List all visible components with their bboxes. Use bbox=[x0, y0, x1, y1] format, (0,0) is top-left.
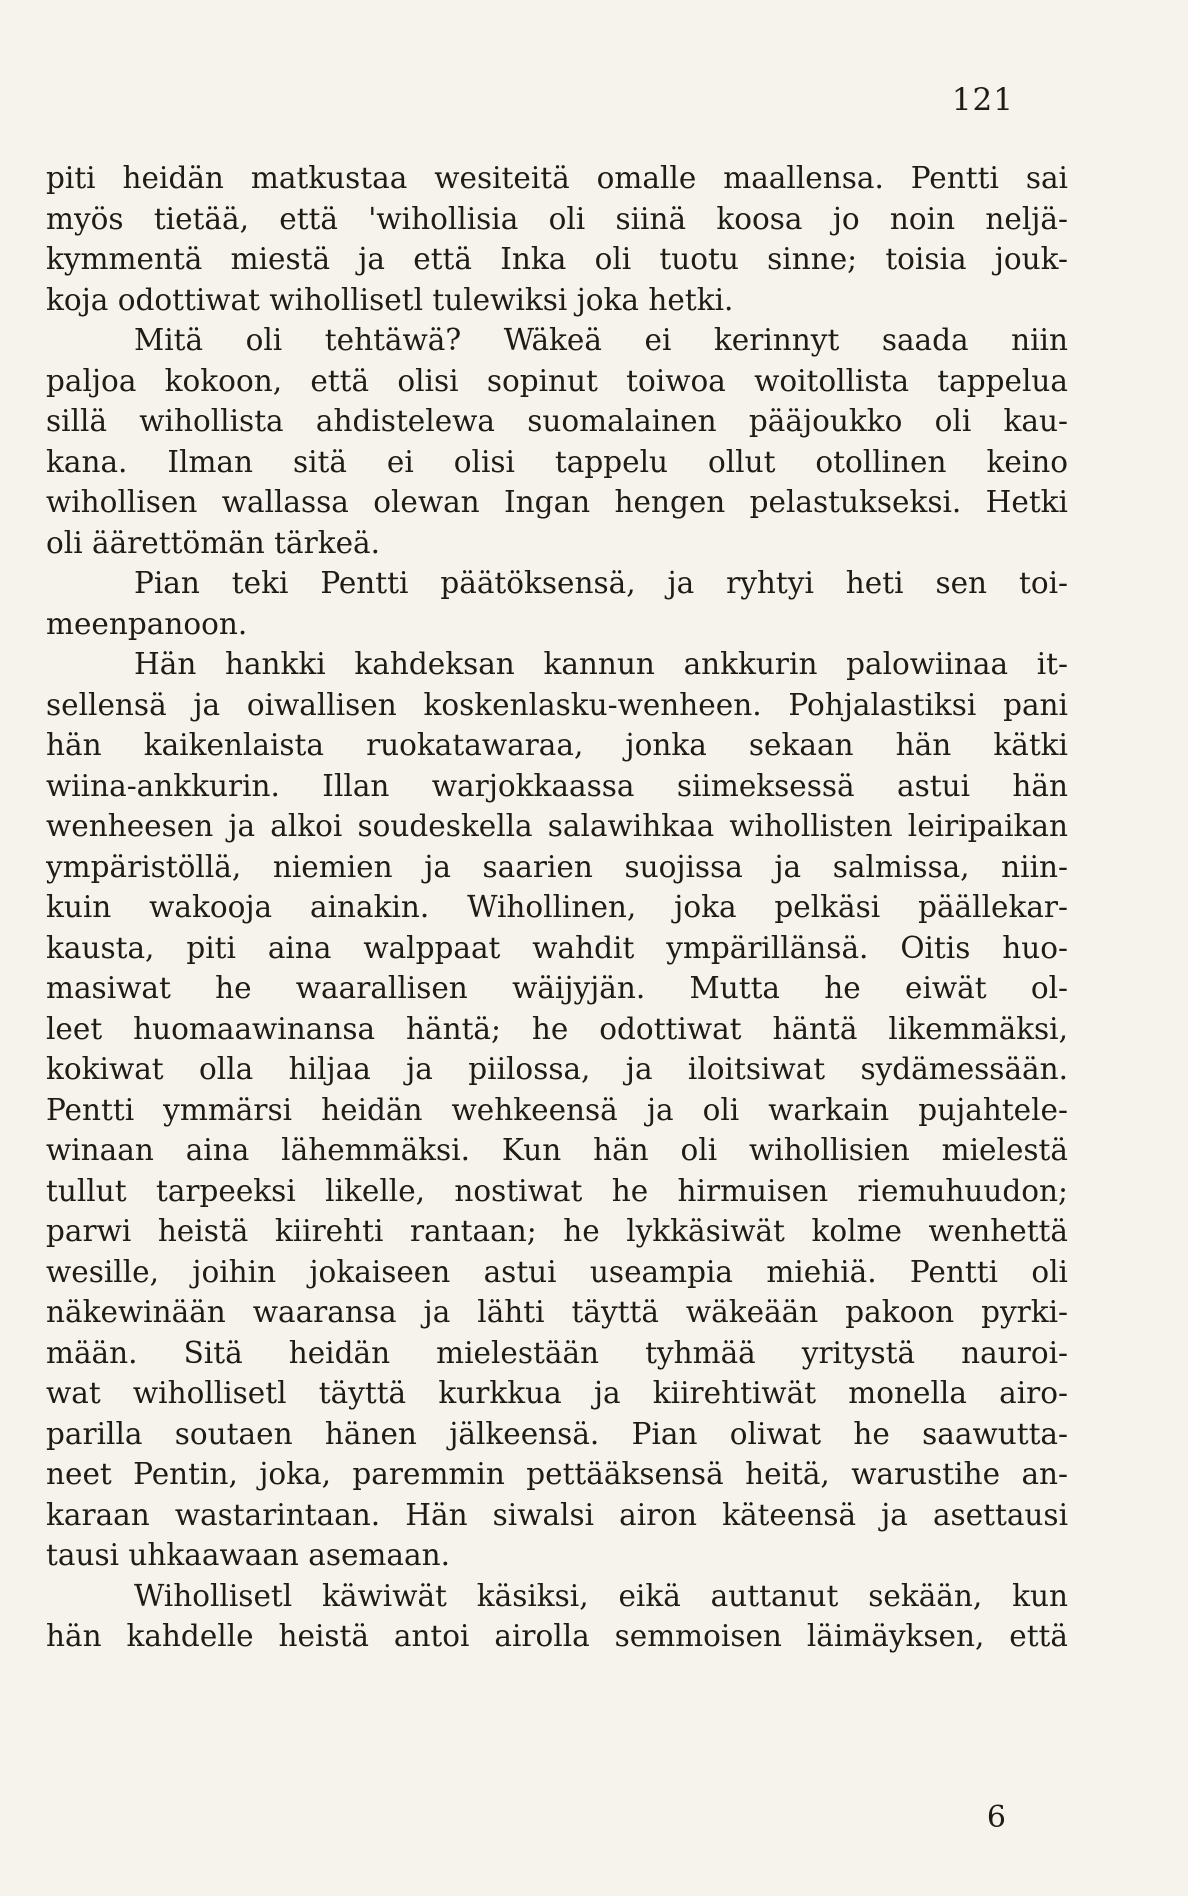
text-line: wiina-ankkurin. Illan warjokkaassa siimeksessä astui hän bbox=[46, 768, 1068, 803]
text-line: meenpanoon. bbox=[46, 606, 248, 641]
text-line: ympäristöllä, niemien ja saarien suojissa ja salmissa, niin- bbox=[46, 849, 1068, 884]
text-line: sellensä ja oiwallisen koskenlasku-wenheen. Pohjalastiksi pani bbox=[46, 687, 1068, 722]
text-line: Mitä oli tehtäwä? Wäkeä ei kerinnyt saada niin bbox=[134, 323, 1068, 357]
text-line: kausta, piti aina walppaat wahdit ympärillänsä. Oitis huo- bbox=[46, 930, 1068, 965]
text-line: masiwat he waarallisen wäijyjän. Mutta he eiwät ol- bbox=[46, 971, 1068, 1005]
text-line: kokiwat olla hiljaa ja piilossa, ja iloitsiwat sydämessään. bbox=[46, 1052, 1068, 1086]
text-line: wat wihollisetl täyttä kurkkua ja kiirehtiwät monella airo- bbox=[46, 1376, 1068, 1410]
text-line: kymmentä miestä ja että Inka oli tuotu sinne; toisia jouk- bbox=[46, 242, 1068, 276]
text-line: näkewinään waaransa ja lähti täyttä wäkeään pakoon pyrki- bbox=[46, 1295, 1068, 1329]
text-line: tausi uhkaawaan asemaan. bbox=[46, 1538, 450, 1572]
text-line: sillä wihollista ahdistelewa suomalainen pääjoukko oli kau- bbox=[46, 404, 1068, 438]
text-line: oli äärettömän tärkeä. bbox=[46, 525, 380, 560]
text-line: paljoa kokoon, että olisi sopinut toiwoa woitollista tappelua bbox=[46, 363, 1068, 398]
text-line: piti heidän matkustaa wesiteitä omalle maallensa. Pentti sai bbox=[46, 161, 1068, 195]
text-line: wesille, joihin jokaiseen astui useampia miehiä. Pentti oli bbox=[46, 1254, 1068, 1289]
text-line: wenheesen ja alkoi soudeskella salawihkaa wihollisten leiripaikan bbox=[46, 809, 1068, 843]
text-line: Wihollisetl käwiwät käsiksi, eikä auttanut sekään, kun bbox=[134, 1578, 1068, 1613]
text-line: wihollisen wallassa olewan Ingan hengen pelastukseksi. Hetki bbox=[46, 485, 1068, 519]
text-line: karaan wastarintaan. Hän siwalsi airon käteensä ja asettausi bbox=[46, 1497, 1068, 1532]
text-line: parwi heistä kiirehti rantaan; he lykkäsiwät kolme wenhettä bbox=[46, 1214, 1068, 1248]
text-line: tullut tarpeeksi likelle, nostiwat he hirmuisen riemuhuudon; bbox=[46, 1173, 1068, 1208]
page-number: 121 bbox=[951, 82, 1014, 118]
text-line: winaan aina lähemmäksi. Kun hän oli wihollisien mielestä bbox=[46, 1133, 1068, 1167]
text-line: parilla soutaen hänen jälkeensä. Pian oliwat he saawutta- bbox=[46, 1416, 1068, 1451]
text-line: neet Pentin, joka, paremmin pettääksensä heitä, warustihe an- bbox=[46, 1457, 1068, 1491]
signature-mark: 6 bbox=[986, 1800, 1006, 1835]
text-line: kana. Ilman sitä ei olisi tappelu ollut otollinen keino bbox=[46, 444, 1068, 479]
text-line: myös tietää, että 'wihollisia oli siinä koosa jo noin neljä- bbox=[46, 201, 1068, 236]
text-line: leet huomaawinansa häntä; he odottiwat häntä likemmäksi, bbox=[46, 1011, 1068, 1046]
body-text bbox=[46, 158, 1068, 1657]
text-line: kuin wakooja ainakin. Wihollinen, joka pelkäsi päällekar- bbox=[46, 890, 1068, 924]
text-line: hän kaikenlaista ruokatawaraa, jonka sekaan hän kätki bbox=[46, 728, 1068, 762]
text-line: Pian teki Pentti päätöksensä, ja ryhtyi heti sen toi- bbox=[134, 566, 1068, 600]
text-line: mään. Sitä heidän mielestään tyhmää yritystä nauroi- bbox=[46, 1335, 1068, 1370]
text-line: Hän hankki kahdeksan kannun ankkurin palowiinaa it- bbox=[134, 647, 1068, 681]
text-line: hän kahdelle heistä antoi airolla semmoisen läimäyksen, että bbox=[46, 1619, 1068, 1653]
text-line: koja odottiwat wihollisetl tulewiksi joka hetki. bbox=[46, 282, 734, 317]
text-line: Pentti ymmärsi heidän wehkeensä ja oli warkain pujahtele- bbox=[46, 1092, 1068, 1127]
